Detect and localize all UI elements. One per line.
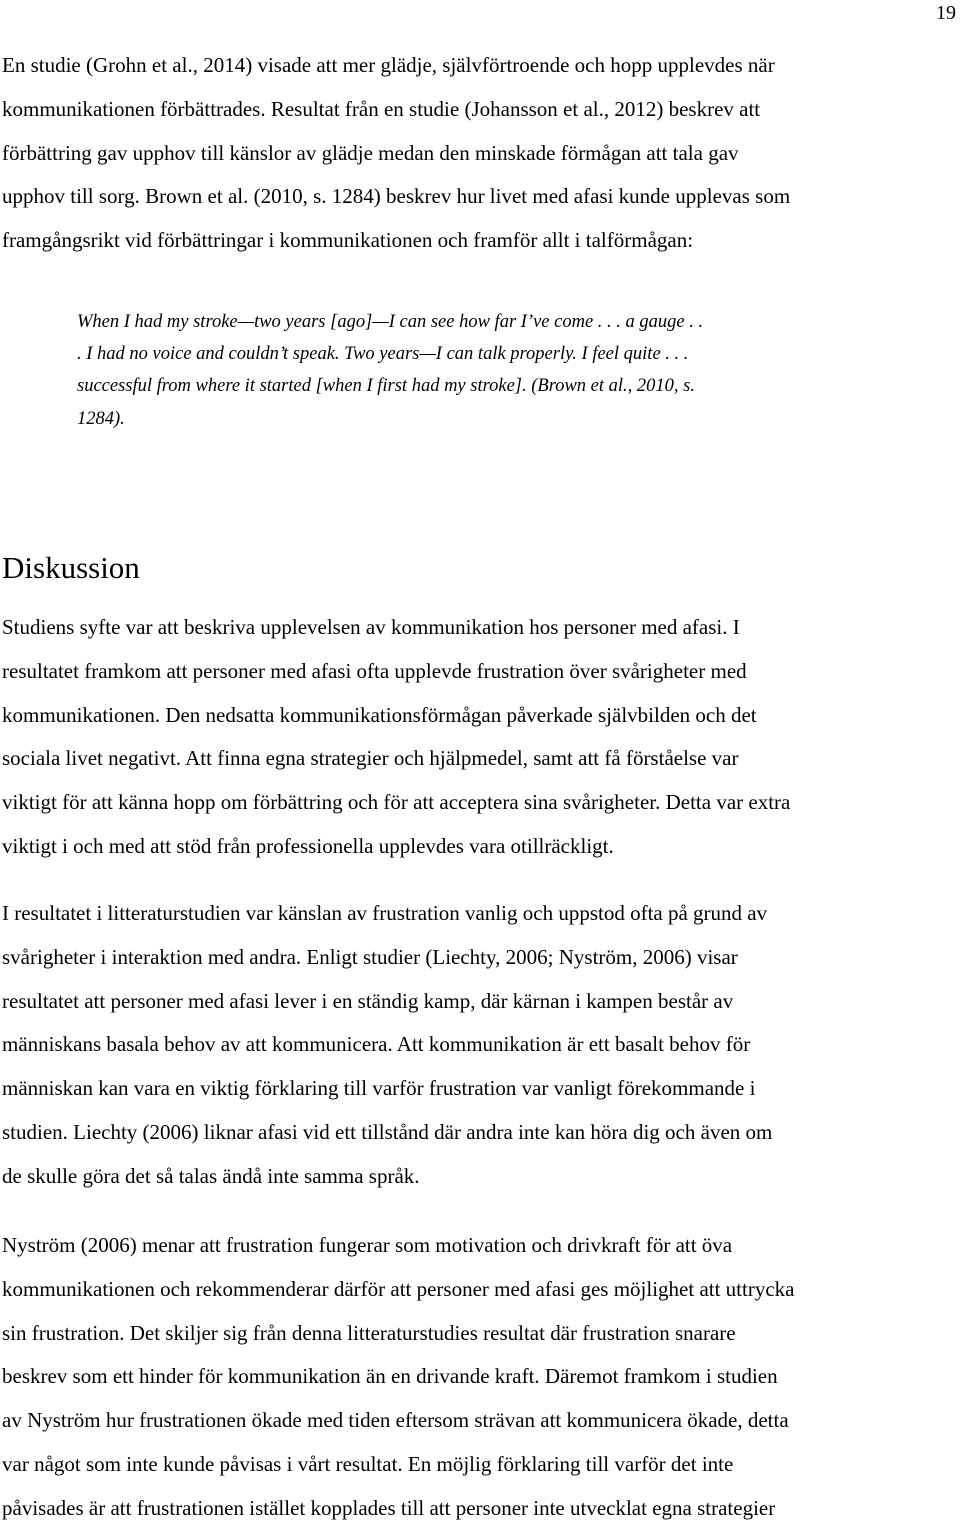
block-quote-brown: [77, 306, 897, 435]
text-line: beskrev som ett hinder för kommunikation än en drivande kraft. Däremot framkom i studien: [2, 1364, 778, 1389]
text-line: resultatet framkom att personer med afasi ofta upplevde frustration över svårigheter med: [2, 658, 747, 683]
paragraph-syfte: [2, 606, 942, 869]
text-line: kommunikationen. Den nedsatta kommunikationsförmågan påverkade självbilden och det: [2, 702, 757, 727]
text-line: Nyström (2006) menar att frustration fungerar som motivation och drivkraft för att öva: [2, 1233, 733, 1257]
text-line: de skulle göra det så talas ändå inte samma språk.: [2, 1163, 420, 1188]
paragraph-frustration: [2, 892, 942, 1199]
text-line: sociala livet negativt. Att finna egna strategier och hjälpmedel, samt att få förståelse var: [2, 746, 739, 771]
text-line: viktigt i och med att stöd från professionella upplevdes vara otillräckligt.: [2, 833, 614, 858]
paragraph-nystrom: [2, 1224, 942, 1531]
text-line: kommunikationen och rekommenderar därför att personer med afasi ges möjlighet att uttrycka: [2, 1276, 795, 1301]
text-line: påvisades är att frustrationen istället kopplades till att personer inte utvecklat egna strategier: [2, 1495, 776, 1520]
section-heading-diskussion: Diskussion: [2, 550, 140, 585]
text-line: var något som inte kunde påvisas i vårt resultat. En möjlig förklaring till varför det inte: [2, 1451, 734, 1476]
text-line: förbättring gav upphov till känslor av glädje medan den minskade förmågan att tala gav: [2, 140, 739, 165]
text-line: Studiens syfte var att beskriva upplevelsen av kommunikation hos personer med afasi. I: [2, 615, 740, 639]
text-line: människans basala behov av att kommunicera. Att kommunikation är ett basalt behov för: [2, 1032, 751, 1057]
text-line: I resultatet i litteraturstudien var känslan av frustration vanlig och uppstod ofta på grund av: [2, 901, 768, 925]
text-line: människan kan vara en viktig förklaring till varför frustration var vanligt förekommande i: [2, 1076, 756, 1101]
text-line: En studie (Grohn et al., 2014) visade att mer glädje, självförtroende och hopp upplevdes när: [2, 53, 775, 77]
text-line: upphov till sorg. Brown et al. (2010, s. 1284) beskrev hur livet med afasi kunde upplevas som: [2, 184, 791, 209]
quote-line: 1284).: [77, 408, 125, 429]
text-line: sin frustration. Det skiljer sig från denna litteraturstudies resultat där frustration snarare: [2, 1320, 736, 1345]
quote-line: When I had my stroke—two years [ago]—I can see how far I’ve come . . . a gauge . .: [77, 312, 704, 332]
text-line: svårigheter i interaktion med andra. Enligt studier (Liechty, 2006; Nyström, 2006) visar: [2, 944, 738, 969]
page-number: 19: [936, 2, 956, 24]
text-line: viktigt för att känna hopp om förbättring och för att acceptera sina svårigheter. Detta var extra: [2, 790, 791, 815]
quote-line: . I had no voice and couldn’t speak. Two years—I can talk properly. I feel quite . . .: [77, 344, 689, 365]
text-line: framgångsrikt vid förbättringar i kommunikationen och framför allt i talförmågan:: [2, 228, 694, 253]
text-line: av Nyström hur frustrationen ökade med tiden eftersom strävan att kommunicera ökade, detta: [2, 1408, 789, 1433]
text-line: kommunikationen förbättrades. Resultat från en studie (Johansson et al., 2012) beskrev att: [2, 96, 761, 121]
quote-line: successful from where it started [when I first had my stroke]. (Brown et al., 2010, s.: [77, 376, 695, 397]
paragraph-grohn-brown: [2, 44, 942, 263]
text-line: studien. Liechty (2006) liknar afasi vid ett tillstånd där andra inte kan höra dig och även om: [2, 1119, 773, 1144]
text-line: resultatet att personer med afasi lever i en ständig kamp, där kärnan i kampen består av: [2, 988, 734, 1013]
